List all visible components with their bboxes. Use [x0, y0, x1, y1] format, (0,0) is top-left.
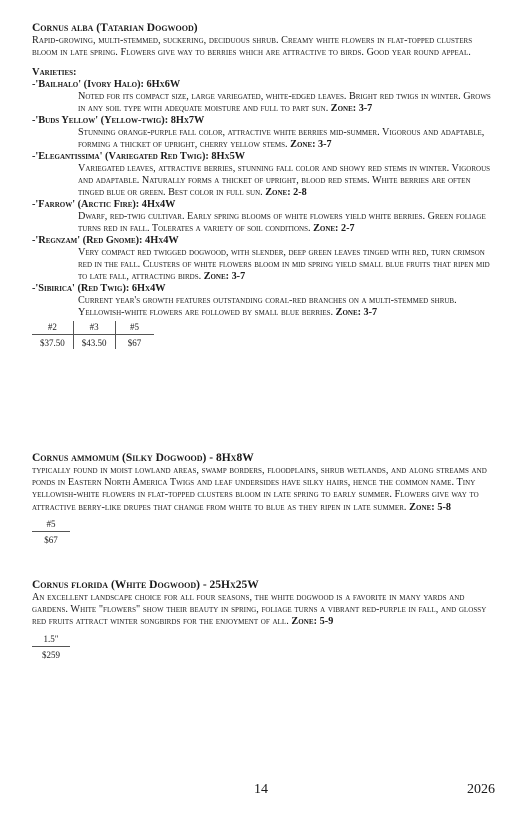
- price-costs-row: [32, 335, 154, 350]
- variety-name: -'Bailhalo' (Ivory Halo): 6Hx6W: [32, 79, 181, 91]
- varieties-heading: Varieties:: [32, 67, 77, 79]
- zone-label: Zone: 3-7: [335, 307, 378, 319]
- section-description: [32, 592, 498, 629]
- size-cell: #2: [32, 321, 73, 335]
- section-cornus-ammomum: [32, 452, 498, 546]
- variety-desc-text: Dwarf, red-twig cultivar. Early spring blooms of white flowers yield white berries. Green foliage turns red in fall. Tolerates a variety of soil conditions.: [78, 211, 486, 235]
- variety-desc-text: Very compact red twigged dogwood, with slender, deep green leaves tinged with red, turn crimson red in the fall. Clusters of white flowers bloom in mid spring yield small blue fruits that ripen mid to late fall, attracting birds.: [78, 247, 490, 283]
- variety-item: [32, 79, 498, 115]
- cost-cell: $259: [42, 649, 60, 660]
- catalog-year: 2026: [467, 782, 495, 797]
- section-cornus-alba: [32, 22, 498, 349]
- variety-description: [32, 127, 498, 151]
- variety-description: [32, 163, 498, 199]
- cost-cell: $37.50: [40, 338, 65, 349]
- variety-name: -'Buds Yellow' (Yellow-twig): 8Hx7W: [32, 115, 205, 127]
- price-sizes-row: [32, 321, 154, 335]
- variety-name: -'Farrow' (Arctic Fire): 4Hx4W: [32, 199, 176, 211]
- variety-item: [32, 151, 498, 199]
- cost-cell: $67: [44, 534, 58, 545]
- variety-description: [32, 211, 498, 235]
- price-table: [32, 321, 154, 349]
- variety-desc-text: Variegated leaves, attractive berries, stunning fall color and showy red stems in winter. Vigorous and adaptable. Naturally forms a thicket of upright, blood red stems. White berries are often tinged blue or green. Best color in full sun.: [78, 163, 491, 199]
- variety-item: [32, 199, 498, 235]
- price-sizes-row: [32, 518, 70, 532]
- variety-description: [32, 295, 498, 319]
- variety-name: -'Elegantissima' (Variegated Red Twig): 8Hx5W: [32, 151, 246, 163]
- price-costs-row: [32, 531, 70, 546]
- variety-desc-text: Current year's growth features outstanding coral-red branches on a multi-stemmed shrub. Yellowish-white flowers are followed by small blue berries.: [78, 295, 457, 319]
- zone-label: Zone: 2-8: [265, 187, 307, 199]
- variety-name: -'Regnzam' (Red Gnome): 4Hx4W: [32, 235, 179, 247]
- variety-description: [32, 247, 498, 283]
- variety-item: [32, 283, 498, 319]
- variety-item: [32, 115, 498, 151]
- section-cornus-florida: [32, 579, 498, 661]
- variety-desc-text: Noted for its compact size, large variegated, white-edged leaves. Bright red twigs in winter. Grows in any soil type with adequate moisture and full to part sun.: [78, 91, 491, 115]
- zone-label: Zone: 5-8: [409, 501, 452, 513]
- section-title: Cornus florida (White Dogwood) - 25Hx25W: [32, 579, 259, 591]
- description-text: An excellent landscape choice for all four seasons, the white dogwood is a favorite in many yards and gardens. White "flowers" show their beauty in spring, foliage turns a vibrant red-purple in fall, and glossy red fruits attract winter songbirds for the enjoyment of all.: [32, 592, 487, 628]
- price-table: [32, 633, 70, 661]
- variety-item: [32, 235, 498, 283]
- section-description: [32, 465, 498, 514]
- size-cell: #5: [32, 518, 70, 532]
- section-description: Rapid-growing, multi-stemmed, suckering, deciduous shrub. Creamy white flowers in flat-topped clusters bloom in late spring. Flowers give way to berries which are attractive to birds. Good year round appeal.: [32, 35, 473, 59]
- zone-label: Zone: 5-9: [291, 616, 334, 628]
- variety-name: -'Sibirica' (Red Twig): 6Hx4W: [32, 283, 166, 295]
- cost-cell: $67: [115, 335, 154, 350]
- zone-label: Zone: 3-7: [203, 271, 246, 283]
- section-title: Cornus ammomum (Silky Dogwood) - 8Hx8W: [32, 452, 254, 464]
- price-sizes-row: [32, 633, 70, 647]
- size-cell: #3: [73, 321, 115, 335]
- cost-cell: $43.50: [73, 335, 115, 350]
- size-cell: #5: [115, 321, 154, 335]
- zone-label: Zone: 3-7: [290, 139, 332, 151]
- section-title: Cornus alba (Tatarian Dogwood): [32, 22, 198, 34]
- zone-label: Zone: 2-7: [313, 223, 355, 235]
- price-costs-row: [32, 646, 70, 661]
- size-cell: 1.5": [32, 633, 70, 647]
- page-number: 14: [254, 782, 268, 797]
- description-text: typically found in moist lowland areas, swamp borders, floodplains, shrub wetlands, and along streams and ponds in Eastern North America Twigs and leaf undersides have silky hairs, hence the common name. Tiny yellowish-white flowers in flat-topped clusters bloom in late spring to early summer. Flowers give way to attractive berry-like drupes that change from white to blue as they ripen in late summer.: [32, 465, 487, 513]
- zone-label: Zone: 3-7: [330, 103, 373, 115]
- price-table: [32, 518, 70, 546]
- variety-desc-text: Stunning orange-purple fall color, attractive white berries mid-summer. Vigorous and adaptable, forming a thicket of upright, cherry yellow stems.: [78, 127, 485, 151]
- variety-description: [32, 91, 498, 115]
